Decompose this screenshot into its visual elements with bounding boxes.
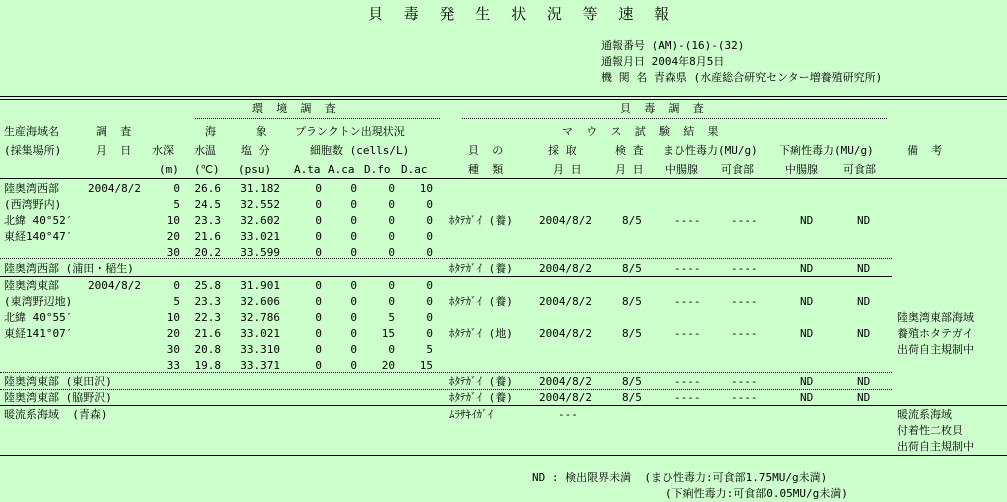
aca-header: A.ca — [328, 163, 355, 176]
block2-row-b-cell: 0 — [350, 279, 357, 292]
row-higashi3-sampling: 2004/8/2 — [539, 391, 592, 404]
block2-row-c-cell: 5 — [388, 311, 395, 324]
block1-psp-edible: ---- — [731, 214, 758, 227]
block1-row-d-cell: 10 — [166, 214, 180, 227]
dfo-header: D.fo — [364, 163, 391, 176]
block1-dsp-edible: ND — [857, 214, 871, 227]
row-higashi2-dsp-edible: ND — [857, 375, 871, 388]
block1-row-s-cell: 32.602 — [240, 214, 280, 227]
psp-midgut-header: 中腸腺 — [665, 163, 698, 176]
block2-row-c-cell: 0 — [388, 343, 395, 356]
block2-row-s-cell: 32.606 — [240, 295, 280, 308]
site-header: (採集場所) — [4, 144, 62, 157]
block2-dsp-midgut-2: ND — [800, 327, 814, 340]
block2-shell-1: ﾎﾀﾃｶﾞｲ (養) — [449, 295, 513, 308]
block1-psp-midgut: ---- — [674, 214, 701, 227]
block1-date: 2004/8/2 — [88, 182, 141, 195]
block2-row-s-cell: 33.021 — [240, 327, 280, 340]
depth-header: 水深 — [152, 144, 174, 157]
block2-row-t-cell: 20.8 — [194, 343, 221, 356]
report-date: 通報月日 2004年8月5日 — [601, 55, 725, 68]
ata-header: A.ta — [294, 163, 321, 176]
block2-row-t-cell: 25.8 — [194, 279, 221, 292]
header-bottom-rule — [0, 178, 1007, 179]
row-higashi2-sampling: 2004/8/2 — [539, 375, 592, 388]
block1-dsp-midgut: ND — [800, 214, 814, 227]
tox-rule — [462, 118, 887, 119]
survey-header: 調 査 — [96, 125, 132, 138]
temp-unit: (℃) — [194, 163, 220, 176]
psp-header: まひ性毒力(MU/g) — [663, 144, 758, 157]
block2-row-s-cell: 33.310 — [240, 343, 280, 356]
block2-date: 2004/8/2 — [88, 279, 141, 292]
row-divider — [447, 258, 892, 259]
row-nishi2-shell: ﾎﾀﾃｶﾞｲ (養) — [449, 262, 513, 275]
block1-row-d-cell: 30 — [166, 246, 180, 259]
block1-row-a-cell: 0 — [315, 214, 322, 227]
block2-longitude: 東経141°07′ — [4, 327, 73, 340]
block2-row-s-cell: 33.371 — [240, 359, 280, 372]
block2-remark-1: 陸奥湾東部海域 — [897, 311, 974, 324]
block2-row-d-cell: 10 — [166, 311, 180, 324]
row-danryu-remark-1: 暖流系海域 — [897, 408, 952, 421]
remarks-header: 備 考 — [907, 144, 943, 157]
area-name-header: 生産海域名 — [4, 125, 59, 138]
env-rule — [195, 118, 440, 119]
block2-row-t-cell: 22.3 — [194, 311, 221, 324]
block1-row-b-cell: 0 — [350, 198, 357, 211]
block2-row-d-cell: 30 — [166, 343, 180, 356]
row-nishi2-psp-midgut: ---- — [674, 262, 701, 275]
sampling-header: 採 取 — [548, 144, 577, 157]
row-nishi2-dsp-midgut: ND — [800, 262, 814, 275]
toxin-survey-header: 貝 毒 調 査 — [620, 102, 704, 115]
row-divider — [0, 372, 892, 373]
row-nishi2-psp-edible: ---- — [731, 262, 758, 275]
psp-edible-header: 可食部 — [721, 163, 754, 176]
block2-row-s-cell: 31.901 — [240, 279, 280, 292]
block2-psp-edible-2: ---- — [731, 327, 758, 340]
block2-row-d-cell: 5 — [173, 295, 180, 308]
block2-row-b-cell: 0 — [350, 359, 357, 372]
block2-row-e-cell: 0 — [426, 279, 433, 292]
block1-row-c-cell: 0 — [388, 182, 395, 195]
block2-row-d-cell: 0 — [173, 279, 180, 292]
block2-row-a-cell: 0 — [315, 279, 322, 292]
row-higashi2-psp-midgut: ---- — [674, 375, 701, 388]
row-nishi2-area: 陸奥湾西部 (浦田・稲生) — [4, 262, 134, 275]
block2-row-e-cell: 0 — [426, 311, 433, 324]
row-higashi3-psp-edible: ---- — [731, 391, 758, 404]
block1-row-s-cell: 33.599 — [240, 246, 280, 259]
block1-row-a-cell: 0 — [315, 182, 322, 195]
block1-row-e-cell: 0 — [426, 214, 433, 227]
block2-dsp-midgut-1: ND — [800, 295, 814, 308]
block2-row-t-cell: 19.8 — [194, 359, 221, 372]
block1-row-e-cell: 0 — [426, 230, 433, 243]
row-danryu-shell: ﾑﾗｻｷｲｶﾞｲ — [449, 408, 493, 421]
row-danryu-remark-2: 付着性二枚貝 — [897, 424, 963, 437]
temp-header: 水温 — [194, 144, 216, 157]
block2-sampling-1: 2004/8/2 — [539, 295, 592, 308]
row-higashi2-test: 8/5 — [622, 375, 642, 388]
block1-row-t-cell: 20.2 — [194, 246, 221, 259]
block1-row-t-cell: 23.3 — [194, 214, 221, 227]
row-nishi2-sampling: 2004/8/2 — [539, 262, 592, 275]
block1-row-e-cell: 0 — [426, 246, 433, 259]
test-header: 検 査 — [615, 144, 644, 157]
row-higashi3-shell: ﾎﾀﾃｶﾞｲ (養) — [449, 391, 513, 404]
block1-row-b-cell: 0 — [350, 230, 357, 243]
row-higashi3-dsp-midgut: ND — [800, 391, 814, 404]
sampling-md-header: 月 日 — [553, 163, 582, 176]
row-divider — [0, 276, 892, 277]
test-md-header: 月 日 — [615, 163, 644, 176]
block2-row-c-cell: 0 — [388, 295, 395, 308]
row-divider — [0, 389, 892, 390]
block2-shell-2: ﾎﾀﾃｶﾞｲ (地) — [449, 327, 513, 340]
row-higashi3-area: 陸奥湾東部 (脇野沢) — [4, 391, 112, 404]
report-organization: 機 関 名 青森県 (水産総合研究センター増養殖研究所) — [601, 71, 883, 84]
block2-row-e-cell: 5 — [426, 343, 433, 356]
block2-row-c-cell: 0 — [388, 279, 395, 292]
header-top-rule — [0, 96, 1007, 100]
block1-row-s-cell: 31.182 — [240, 182, 280, 195]
row-higashi3-psp-midgut: ---- — [674, 391, 701, 404]
species-header: 種 類 — [468, 163, 504, 176]
block2-row-e-cell: 0 — [426, 295, 433, 308]
sea-header: 海 象 — [205, 125, 267, 138]
block2-row-e-cell: 0 — [426, 327, 433, 340]
row-higashi3-test: 8/5 — [622, 391, 642, 404]
env-survey-header: 環 境 調 査 — [252, 102, 336, 115]
block1-shell: ﾎﾀﾃｶﾞｲ (養) — [449, 214, 513, 227]
salinity-header: 塩 分 — [241, 144, 270, 157]
block2-test-2: 8/5 — [622, 327, 642, 340]
block2-row-d-cell: 20 — [166, 327, 180, 340]
block1-latitude: 北緯 40°52′ — [4, 214, 73, 227]
block1-row-a-cell: 0 — [315, 230, 322, 243]
row-higashi2-psp-edible: ---- — [731, 375, 758, 388]
table-bottom-rule — [0, 455, 1007, 456]
row-higashi2-dsp-midgut: ND — [800, 375, 814, 388]
block2-row-d-cell: 33 — [166, 359, 180, 372]
block2-row-a-cell: 0 — [315, 311, 322, 324]
block1-row-s-cell: 33.021 — [240, 230, 280, 243]
row-nishi2-dsp-edible: ND — [857, 262, 871, 275]
block2-row-b-cell: 0 — [350, 311, 357, 324]
block2-sampling-2: 2004/8/2 — [539, 327, 592, 340]
block2-remark-2: 養殖ホタテガイ — [897, 327, 974, 340]
dac-header: D.ac — [401, 163, 428, 176]
block1-row-t-cell: 24.5 — [194, 198, 221, 211]
block1-site: (西湾野内) — [4, 198, 62, 211]
block2-psp-midgut-2: ---- — [674, 327, 701, 340]
block1-row-c-cell: 0 — [388, 230, 395, 243]
block1-row-c-cell: 0 — [388, 198, 395, 211]
block1-row-e-cell: 10 — [419, 182, 433, 195]
row-danryu-remark-3: 出荷自主規制中 — [897, 440, 974, 453]
row-danryu-area: 暖流系海域 (青森) — [4, 408, 108, 421]
block1-row-a-cell: 0 — [315, 198, 322, 211]
dsp-edible-header: 可食部 — [843, 163, 876, 176]
shell-header: 貝 の — [468, 144, 504, 157]
block2-row-b-cell: 0 — [350, 343, 357, 356]
block1-test-date: 8/5 — [622, 214, 642, 227]
block2-row-b-cell: 0 — [350, 327, 357, 340]
salinity-unit: (psu) — [238, 163, 272, 176]
block1-row-t-cell: 21.6 — [194, 230, 221, 243]
block2-dsp-edible-2: ND — [857, 327, 871, 340]
block2-row-a-cell: 0 — [315, 295, 322, 308]
row-divider — [0, 258, 447, 259]
mouse-test-header: マ ウ ス 試 験 結 果 — [562, 125, 719, 138]
block2-latitude: 北緯 40°55′ — [4, 311, 73, 324]
block2-row-s-cell: 32.786 — [240, 311, 280, 324]
block1-row-a-cell: 0 — [315, 246, 322, 259]
block1-row-d-cell: 0 — [173, 182, 180, 195]
block2-site: (東湾野辺地) — [4, 295, 73, 308]
block1-row-c-cell: 0 — [388, 214, 395, 227]
block2-test-1: 8/5 — [622, 295, 642, 308]
footer-note-2: (下痢性毒力:可食部0.05MU/g未満) — [665, 487, 848, 500]
block2-row-c-cell: 15 — [381, 327, 395, 340]
block2-row-a-cell: 0 — [315, 327, 322, 340]
row-higashi2-shell: ﾎﾀﾃｶﾞｲ (養) — [449, 375, 513, 388]
cell-count-header: 細胞数 (cells/L) — [310, 144, 410, 157]
row-nishi2-test: 8/5 — [622, 262, 642, 275]
block2-row-e-cell: 15 — [419, 359, 433, 372]
footer-note-1: ND : 検出限界未満 (まひ性毒力:可食部1.75MU/g未満) — [532, 471, 828, 484]
row-danryu-sampling: --- — [558, 408, 578, 421]
block1-row-d-cell: 20 — [166, 230, 180, 243]
block2-dsp-edible-1: ND — [857, 295, 871, 308]
block1-row-b-cell: 0 — [350, 182, 357, 195]
block1-row-t-cell: 26.6 — [194, 182, 221, 195]
dsp-header: 下痢性毒力(MU/g) — [779, 144, 874, 157]
block1-row-b-cell: 0 — [350, 214, 357, 227]
block1-row-d-cell: 5 — [173, 198, 180, 211]
block2-remark-3: 出荷自主規制中 — [897, 343, 974, 356]
block1-sampling-date: 2004/8/2 — [539, 214, 592, 227]
block2-psp-edible-1: ---- — [731, 295, 758, 308]
depth-unit: (m) — [159, 163, 179, 176]
block2-psp-midgut-1: ---- — [674, 295, 701, 308]
block2-row-b-cell: 0 — [350, 295, 357, 308]
block1-area-name: 陸奥湾西部 — [4, 182, 59, 195]
row-higashi3-dsp-edible: ND — [857, 391, 871, 404]
row-divider — [0, 405, 1007, 406]
dsp-midgut-header: 中腸腺 — [785, 163, 818, 176]
plankton-header: プランクトン出現状況 — [295, 125, 405, 138]
block1-longitude: 東経140°47′ — [4, 230, 73, 243]
block1-row-s-cell: 32.552 — [240, 198, 280, 211]
report-number: 通報番号 (AM)-(16)-(32) — [601, 39, 745, 52]
page-title: 貝 毒 発 生 状 況 等 速 報 — [368, 5, 678, 23]
block1-row-e-cell: 0 — [426, 198, 433, 211]
block2-area-name: 陸奥湾東部 — [4, 279, 59, 292]
block2-row-a-cell: 0 — [315, 343, 322, 356]
block2-row-t-cell: 23.3 — [194, 295, 221, 308]
block2-row-c-cell: 20 — [381, 359, 395, 372]
row-higashi2-area: 陸奥湾東部 (東田沢) — [4, 375, 112, 388]
block2-row-t-cell: 21.6 — [194, 327, 221, 340]
block1-row-b-cell: 0 — [350, 246, 357, 259]
block1-row-c-cell: 0 — [388, 246, 395, 259]
month-day-header: 月 日 — [96, 144, 132, 157]
block2-row-a-cell: 0 — [315, 359, 322, 372]
